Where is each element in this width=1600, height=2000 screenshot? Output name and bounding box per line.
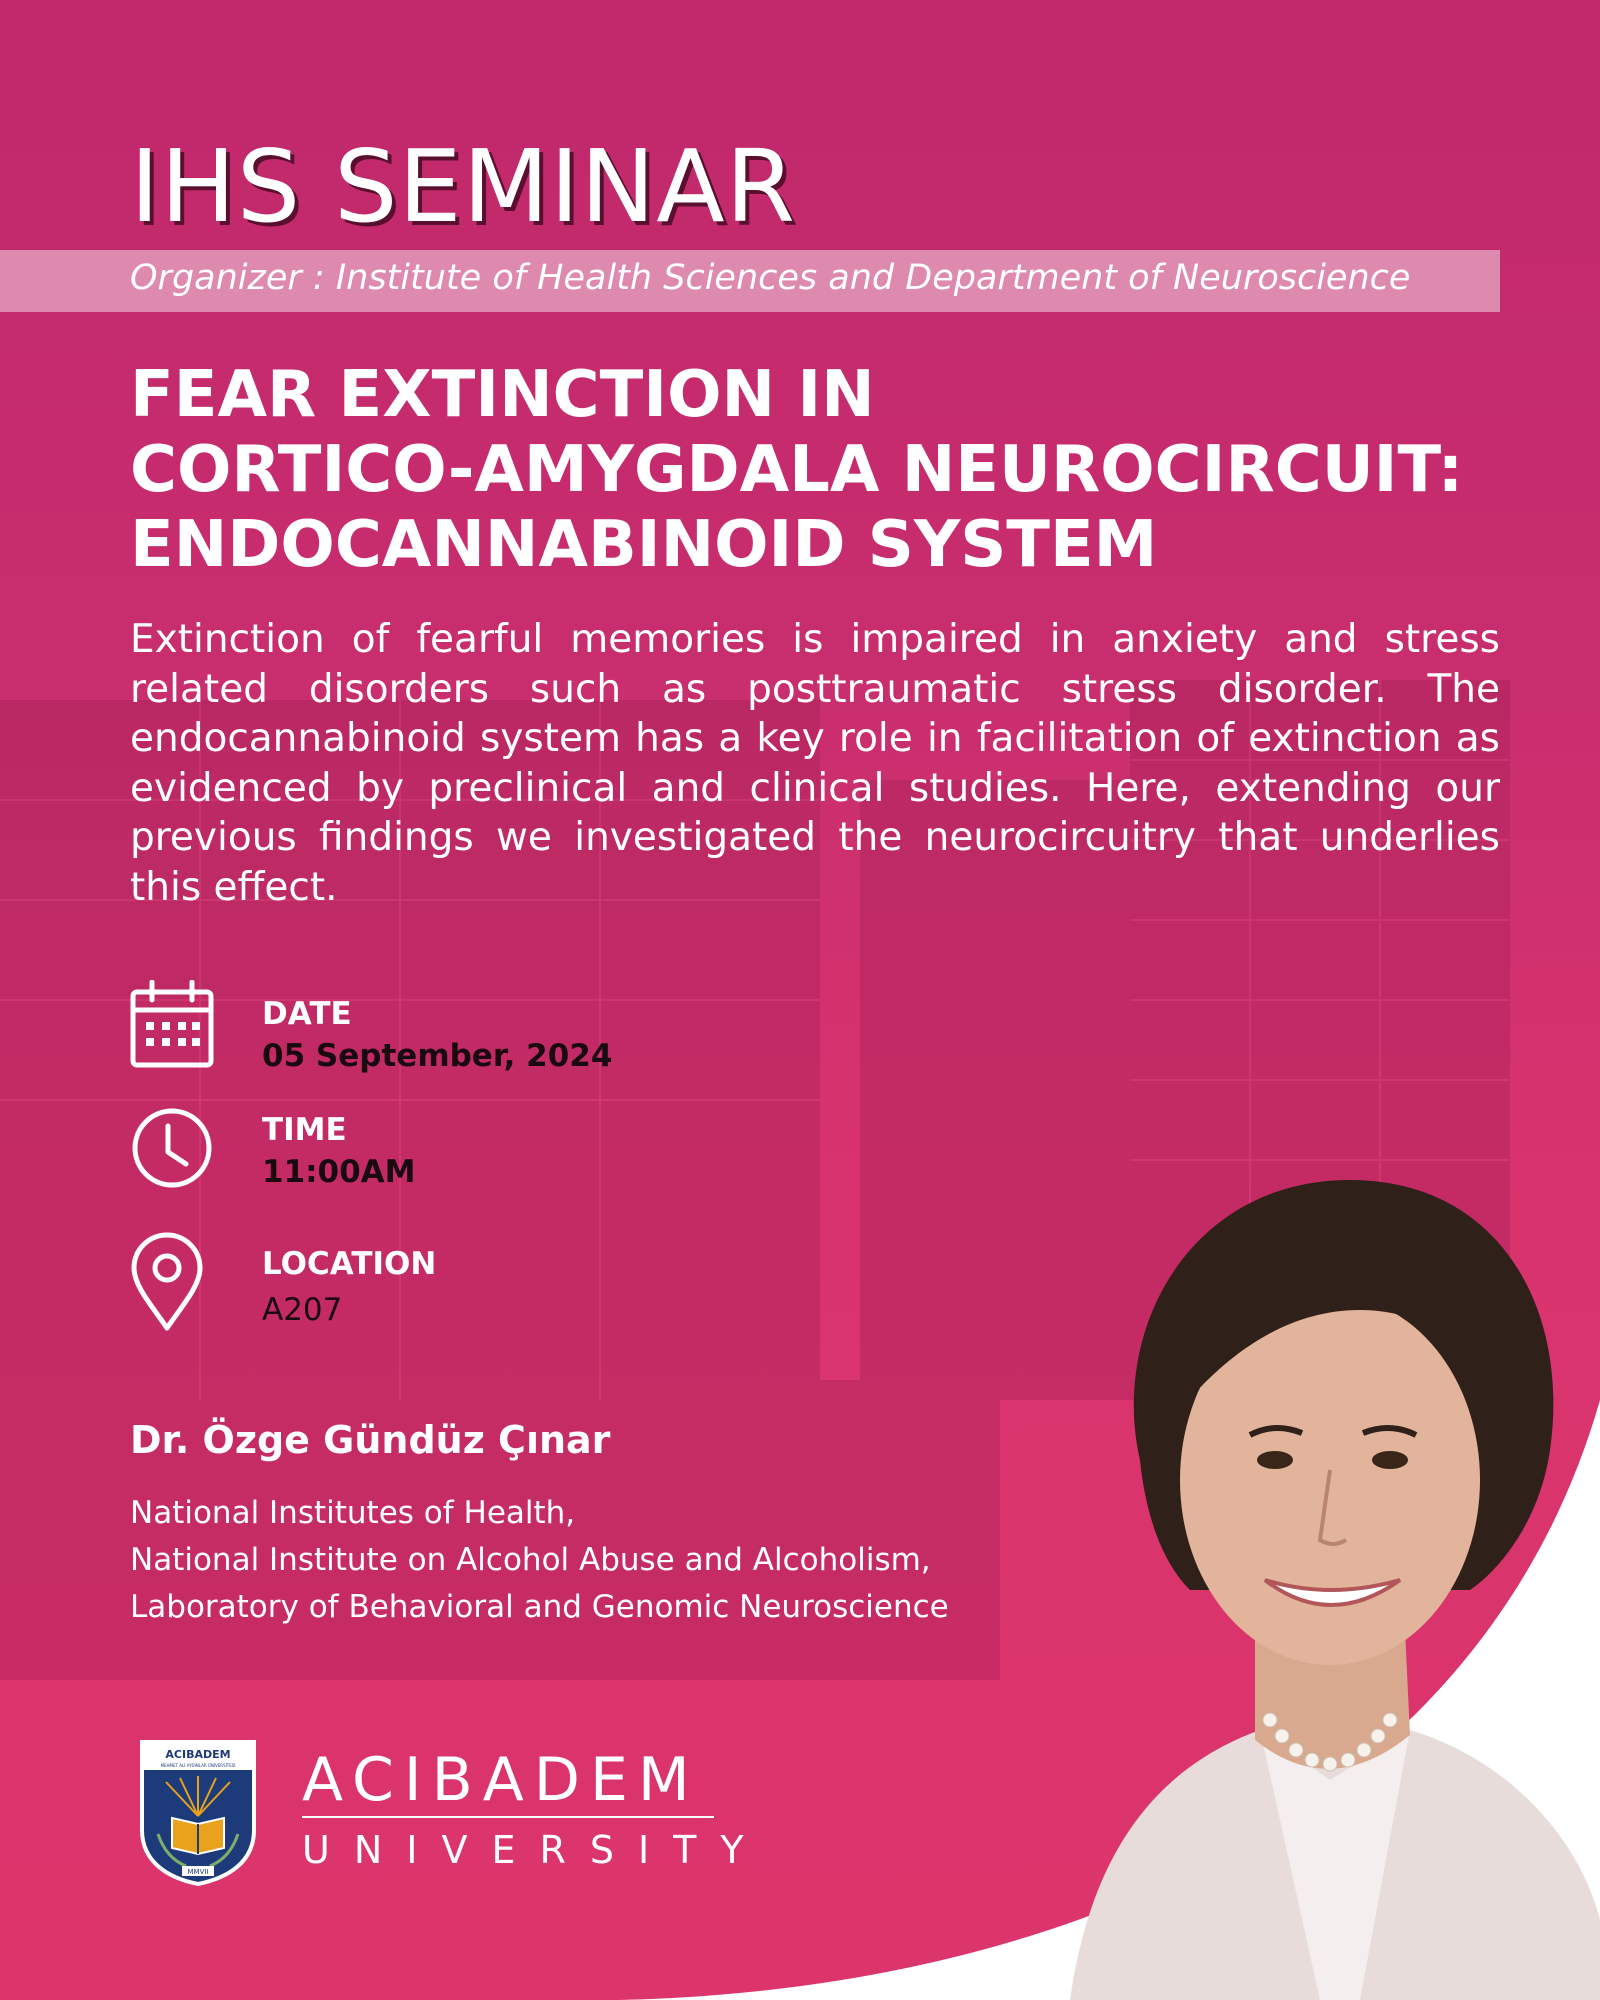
talk-title-line: FEAR EXTINCTION IN	[130, 358, 875, 432]
university-crest-logo	[136, 1738, 260, 1886]
crest-year: MMVII	[187, 1868, 209, 1876]
talk-abstract: Extinction of fearful memories is impaired in anxiety and stress related disorders such as posttraumatic stress disorder. The endocannabinoid system has a key role in facilitation of extinction as evidenced by preclinical and clinical studies. Here, extending our previous findings we investigated the neurocircuitry that underlies this effect.	[130, 617, 1500, 910]
talk-title-line: CORTICO-AMYGDALA NEUROCIRCUIT:	[130, 433, 1464, 507]
time-label: TIME	[262, 1112, 347, 1148]
location-label: LOCATION	[262, 1246, 437, 1282]
university-name: ACIBADEM	[302, 1745, 700, 1815]
affiliation-line: National Institutes of Health,	[130, 1495, 576, 1531]
crest-subtitle: MEHMET ALİ AYDINLAR ÜNİVERSİTESİ	[160, 1763, 236, 1768]
time-value: 11:00AM	[262, 1154, 416, 1190]
location-value: A207	[262, 1292, 343, 1328]
seminar-title: IHS SEMINAR	[130, 128, 797, 245]
date-value: 05 September, 2024	[262, 1038, 613, 1074]
speaker-photo	[1030, 1160, 1600, 2000]
affiliation-line: National Institute on Alcohol Abuse and Alcoholism,	[130, 1542, 931, 1578]
organizer-text: Organizer : Institute of Health Sciences and Department of Neuroscience	[130, 258, 1411, 298]
crest-title: ACIBADEM	[165, 1748, 231, 1761]
date-label: DATE	[262, 996, 352, 1032]
brand-divider	[302, 1816, 714, 1818]
speaker-name: Dr. Özge Gündüz Çınar	[130, 1418, 611, 1462]
talk-title-line: ENDOCANNABINOID SYSTEM	[130, 508, 1158, 582]
university-subtitle: UNIVERSITY	[302, 1828, 768, 1872]
affiliation-line: Laboratory of Behavioral and Genomic Neuroscience	[130, 1589, 949, 1625]
